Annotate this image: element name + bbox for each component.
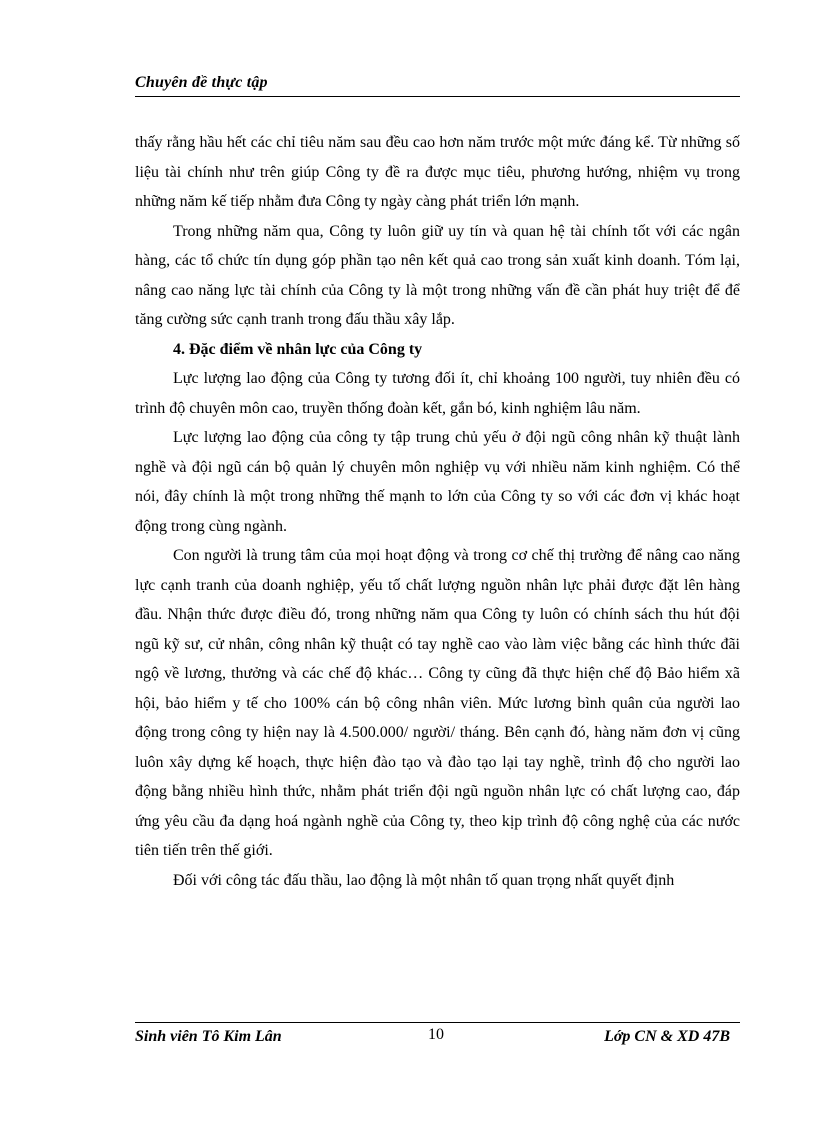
paragraph-continuation: thấy rằng hầu hết các chỉ tiêu năm sau đều cao hơn năm trước một mức đáng kể. Từ những số liệu tài chính như trên giúp Công ty đề ra được mục tiêu, phương hướng, nhiệm vụ trong những năm kế tiếp nhằm đưa Công ty ngày càng phát triển lớn mạnh. — [135, 134, 740, 210]
footer-class-name: Lớp CN & XD 47B — [604, 1028, 730, 1045]
paragraph-bidding-labor: Đối với công tác đấu thầu, lao động là một nhân tố quan trọng nhất quyết định — [173, 871, 675, 889]
section-heading-human-resources: 4. Đặc điểm về nhân lực của Công ty — [173, 340, 423, 358]
page-header-title: Chuyên đề thực tập — [135, 74, 268, 91]
page-number: 10 — [428, 1026, 444, 1043]
paragraph-workforce-size: Lực lượng lao động của Công ty tương đối ít, chỉ khoảng 100 người, tuy nhiên đều có trình độ chuyên môn cao, truyền thống đoàn kết, gắn bó, kinh nghiệm lâu năm. — [135, 370, 740, 417]
paragraph-human-centric-policy: Con người là trung tâm của mọi hoạt động và trong cơ chế thị trường để nâng cao năng lực cạnh tranh của doanh nghiệp, yếu tố chất lượng nguồn nhân lực phải được đặt lên hàng đầu. Nhận thức được điều đó, trong những năm qua Công ty luôn có chính sách thu hút đội ngũ kỹ sư, cử nhân, công nhân kỹ thuật có tay nghề cao vào làm việc bằng các hình thức đãi ngộ về lương, thưởng và các chế độ khác… Công ty cũng đã thực hiện chế độ Bảo hiểm xã hội, bảo hiểm y tế cho 100% cán bộ công nhân viên. Mức lương bình quân của người lao động trong công ty hiện nay là 4.500.000/ người/ tháng. Bên cạnh đó, hàng năm đơn vị cũng luôn xây dựng kế hoạch, thực hiện đào tạo và đào tạo lại tay nghề, trình độ cho người lao động bằng nhiều hình thức, nhằm phát triển đội ngũ nguồn nhân lực có chất lượng cao, đáp ứng yêu cầu đa dạng hoá ngành nghề của Công ty, theo kịp trình độ công nghệ của các nước tiên tiến trên thế giới. — [135, 547, 740, 859]
document-body — [135, 128, 740, 895]
header-divider — [135, 96, 740, 97]
paragraph-workforce-composition: Lực lượng lao động của công ty tập trung chủ yếu ở đội ngũ công nhân kỹ thuật lành nghề và đội ngũ cán bộ quản lý chuyên môn nghiệp vụ với nhiều năm kinh nghiệm. Có thể nói, đây chính là một trong những thế mạnh to lớn của Công ty so với các đơn vị khác hoạt động trong cùng ngành. — [135, 429, 740, 535]
footer-divider — [135, 1022, 740, 1023]
footer-student-name: Sinh viên Tô Kim Lân — [135, 1028, 282, 1045]
paragraph-financial-reputation: Trong những năm qua, Công ty luôn giữ uy tín và quan hệ tài chính tốt với các ngân hàng, các tổ chức tín dụng góp phần tạo nên kết quả cao trong sản xuất kinh doanh. Tóm lại, nâng cao năng lực tài chính của Công ty là một trong những vấn đề cần phát huy triệt để để tăng cường sức cạnh tranh trong đấu thầu xây lắp. — [135, 222, 740, 328]
